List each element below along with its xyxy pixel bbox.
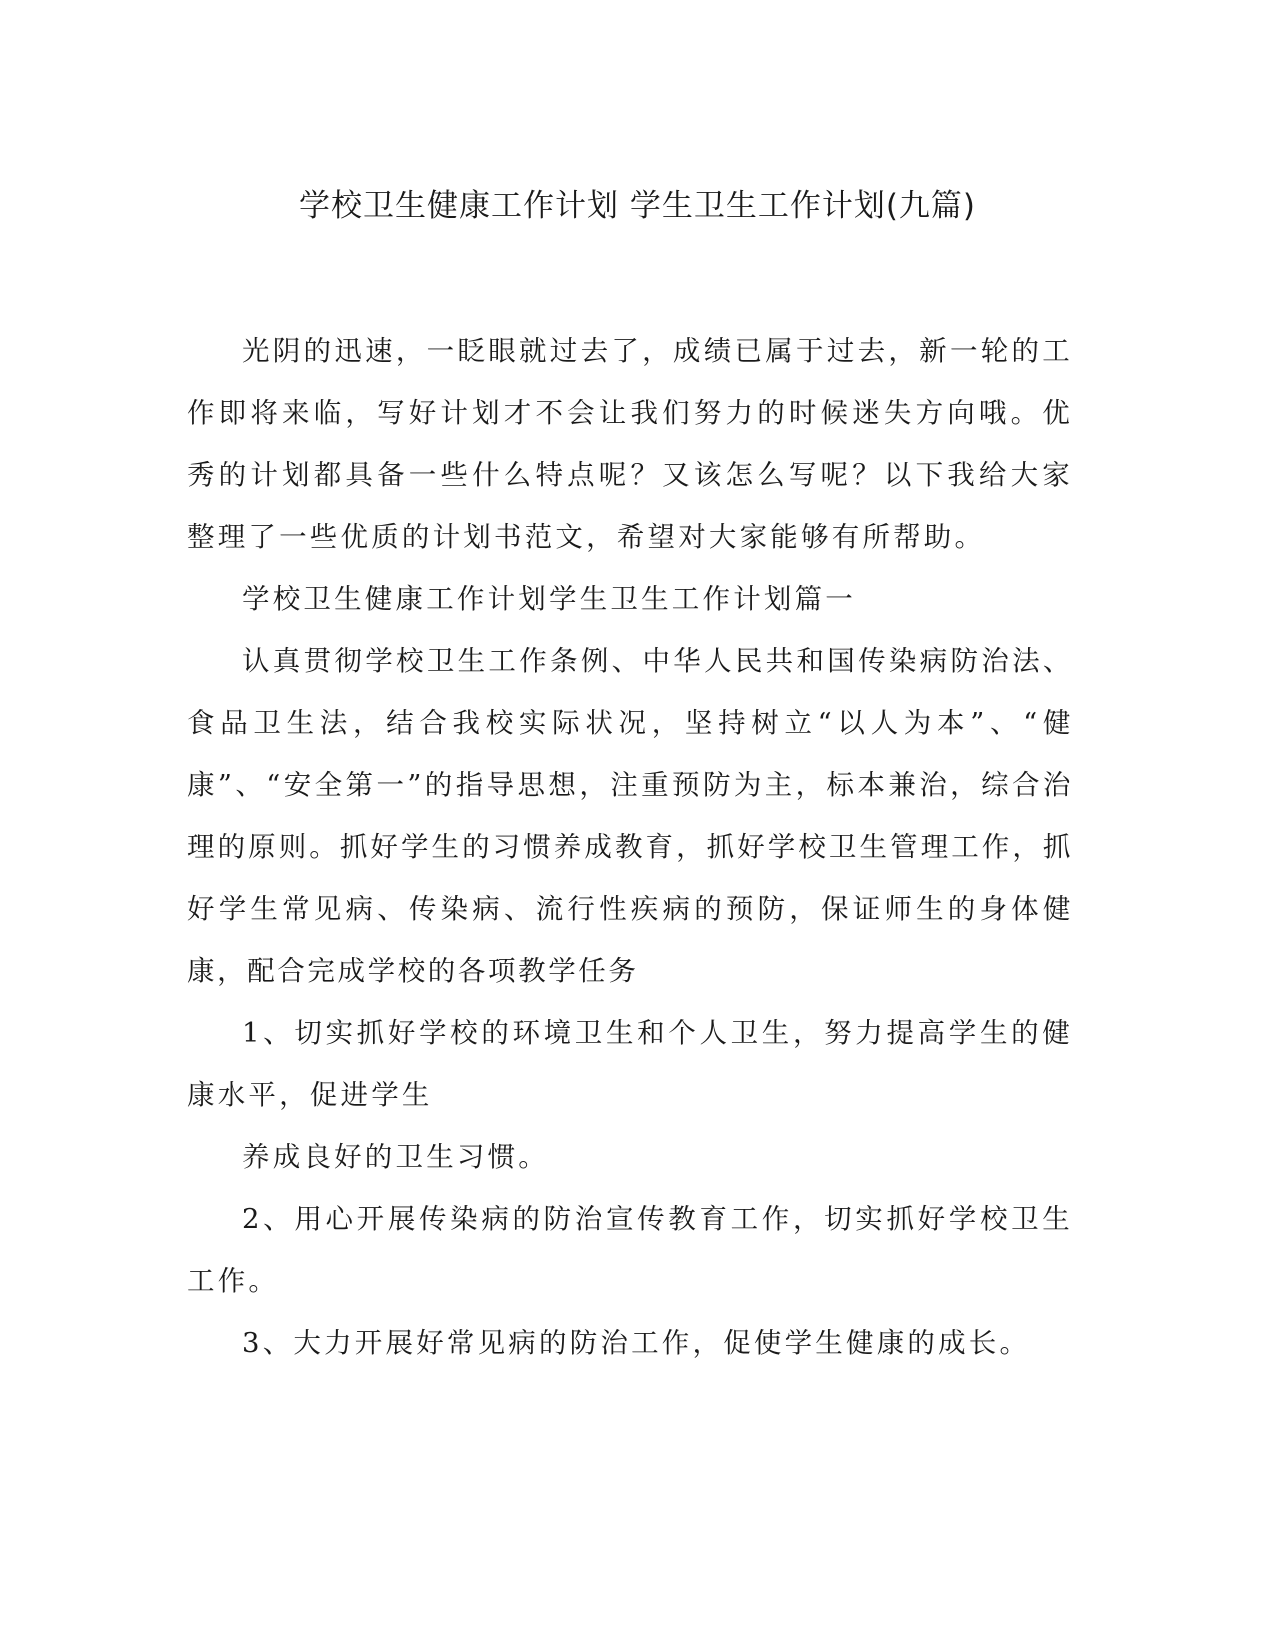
list-item-1-continuation: 养成良好的卫生习惯。 <box>242 1141 549 1173</box>
guideline-paragraph: 认真贯彻学校卫生工作条例、中华人民共和国传染病防治法、食品卫生法，结合我校实际状况，坚持树立“以人为本”、“健康”、“安全第一”的指导思想，注重预防为主，标本兼治，综合治理的原则。抓好学生的习惯养成教育，抓好学校卫生管理工作，抓好学生常见病、传染病、流行性疾病的预防，保证师生的身体健康，配合完成学校的各项教学任务 <box>187 645 1073 987</box>
intro-paragraph: 光阴的迅速，一眨眼就过去了，成绩已属于过去，新一轮的工作即将来临，写好计划才不会让我们努力的时候迷失方向哦。优秀的计划都具备一些什么特点呢？又该怎么写呢？以下我给大家整理了一些优质的计划书范文，希望对大家能够有所帮助。 <box>187 335 1073 553</box>
document-body <box>187 320 1073 1374</box>
list-item-2: 2、用心开展传染病的防治宣传教育工作，切实抓好学校卫生工作。 <box>187 1203 1073 1297</box>
list-item-3: 3、大力开展好常见病的防治工作，促使学生健康的成长。 <box>242 1327 1031 1359</box>
section-heading: 学校卫生健康工作计划学生卫生工作计划篇一 <box>242 583 856 615</box>
list-item-1: 1、切实抓好学校的环境卫生和个人卫生，努力提高学生的健康水平，促进学生 <box>187 1017 1073 1111</box>
document-title: 学校卫生健康工作计划 学生卫生工作计划(九篇) <box>298 188 977 224</box>
